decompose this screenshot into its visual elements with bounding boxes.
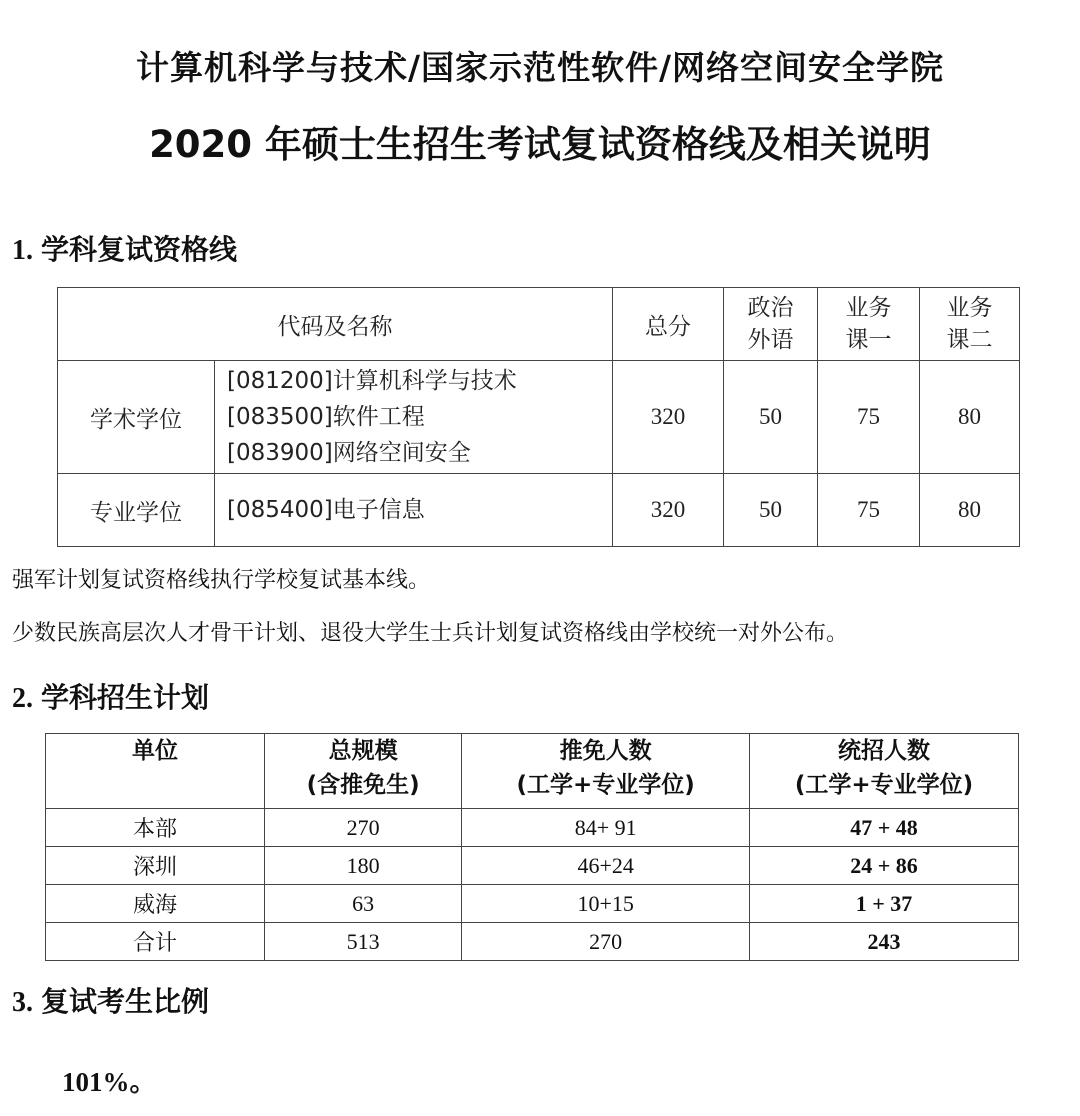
header-politics-language — [724, 288, 818, 361]
header-total: 总分 — [613, 288, 724, 361]
document-title-line2: 2020 年硕士生招生考试复试资格线及相关说明 — [149, 123, 931, 166]
course1-cell: 75 — [818, 474, 920, 547]
header-text: 业务 — [946, 295, 993, 321]
table-row — [46, 847, 1019, 885]
program-item: [083500]软件工程 — [227, 404, 425, 430]
header-text: 统招人数 — [838, 738, 931, 764]
course2-cell: 80 — [920, 474, 1020, 547]
unit-cell: 合计 — [46, 923, 265, 961]
exam-cell: 47 + 48 — [750, 809, 1019, 847]
header-text: 课二 — [946, 327, 993, 353]
table-row — [46, 885, 1019, 923]
retest-ratio-value: 101%。 — [62, 1067, 157, 1097]
section3-title: 复试考生比例 — [41, 985, 210, 1018]
table-header-row — [58, 288, 1020, 361]
header-course2 — [920, 288, 1020, 361]
unit-cell: 本部 — [46, 809, 265, 847]
section2-heading — [12, 676, 209, 716]
course2-cell: 80 — [920, 361, 1020, 474]
note-line: 少数民族高层次人才骨干计划、退役大学生士兵计划复试资格线由学校统一对外公布。 — [12, 621, 849, 646]
total-cell: 63 — [265, 885, 462, 923]
header-text: (含推免生) — [306, 772, 420, 798]
section1-title: 学科复试资格线 — [41, 233, 238, 266]
table-row — [58, 361, 1020, 474]
table-row — [58, 474, 1020, 547]
unit-cell: 威海 — [46, 885, 265, 923]
total-cell: 270 — [265, 809, 462, 847]
total-cell: 180 — [265, 847, 462, 885]
header-code-name: 代码及名称 — [58, 288, 613, 361]
politics-language-cell: 50 — [724, 361, 818, 474]
category-cell: 专业学位 — [58, 474, 215, 547]
exempt-cell: 46+24 — [462, 847, 750, 885]
program-item: [081200]计算机科学与技术 — [227, 368, 517, 394]
table-row — [46, 809, 1019, 847]
header-text: 外语 — [747, 327, 794, 353]
header-text: 业务 — [845, 295, 892, 321]
header-text: 课一 — [845, 327, 892, 353]
section2-title: 学科招生计划 — [41, 681, 210, 714]
header-course1 — [818, 288, 920, 361]
politics-language-cell: 50 — [724, 474, 818, 547]
section2-number: 2. — [12, 683, 33, 714]
header-exam — [750, 734, 1019, 809]
section3-heading — [12, 980, 209, 1020]
note-line: 强军计划复试资格线执行学校复试基本线。 — [12, 568, 431, 593]
header-text: (工学+专业学位) — [794, 772, 974, 798]
programs-cell — [215, 361, 613, 474]
header-text: 总规模 — [328, 738, 398, 764]
header-exempt — [462, 734, 750, 809]
exempt-cell: 270 — [462, 923, 750, 961]
header-text: 推免人数 — [559, 738, 652, 764]
table-header-row — [46, 734, 1019, 809]
total-cell: 513 — [265, 923, 462, 961]
header-text: (工学+专业学位) — [516, 772, 695, 798]
total-cell: 320 — [613, 474, 724, 547]
enrollment-plan-table — [45, 733, 1019, 961]
document-title-line1: 计算机科学与技术/国家示范性软件/网络空间安全学院 — [135, 48, 945, 87]
header-unit — [46, 734, 265, 809]
category-cell: 学术学位 — [58, 361, 215, 474]
section3-number: 3. — [12, 987, 33, 1018]
exempt-cell: 10+15 — [462, 885, 750, 923]
section1-heading — [12, 228, 237, 268]
section1-number: 1. — [12, 235, 33, 266]
score-line-table — [57, 287, 1020, 547]
exam-cell: 1 + 37 — [750, 885, 1019, 923]
header-text: 单位 — [132, 738, 179, 764]
unit-cell: 深圳 — [46, 847, 265, 885]
program-item: [085400]电子信息 — [227, 497, 425, 523]
exam-cell: 243 — [750, 923, 1019, 961]
total-cell: 320 — [613, 361, 724, 474]
course1-cell: 75 — [818, 361, 920, 474]
programs-cell — [215, 474, 613, 547]
header-text: 政治 — [747, 295, 794, 321]
header-total-scale — [265, 734, 462, 809]
program-item: [083900]网络空间安全 — [227, 440, 471, 466]
table-row-total — [46, 923, 1019, 961]
exam-cell: 24 + 86 — [750, 847, 1019, 885]
exempt-cell: 84+ 91 — [462, 809, 750, 847]
